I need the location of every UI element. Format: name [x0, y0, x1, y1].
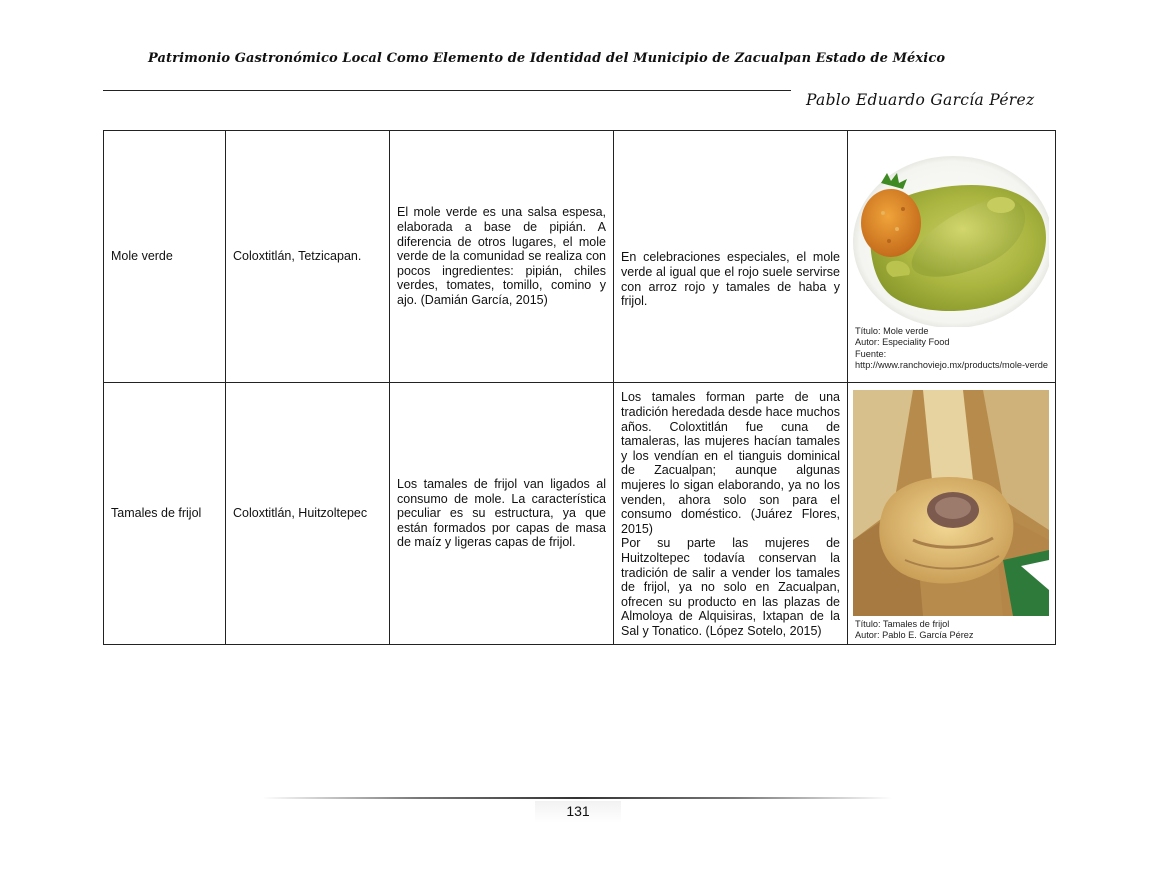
- footer-rule: [262, 797, 892, 799]
- header-rule: [103, 90, 791, 91]
- photo-caption: [855, 619, 973, 642]
- dish-context-paragraph: Los tamales forman parte de una tradición heredada desde hace muchos años. Coloxtitlán fue cuna de tamaleras, las mujeres hacían tamales y los vendían en el tianguis dominical de Zacualpan; aunque algunas mujeres lo sigan elaborando, ya no los venden, ahora solo son para el consumo doméstico. (Juárez Flores, 2015): [621, 390, 840, 536]
- dish-description: Los tamales de frijol van ligados al consumo de mole. La característica peculiar es su estructura, ya que están formados por capas de masa de maíz y ligeras capas de frijol.: [390, 383, 614, 645]
- caption-author: Autor: Pablo E. García Pérez: [855, 630, 974, 641]
- caption-source-url: http://www.ranchoviejo.mx/products/mole-verde: [855, 360, 1049, 371]
- caption-source-label: Fuente:: [855, 348, 887, 359]
- photo-caption: [855, 326, 1048, 372]
- running-header-author: Pablo Eduardo García Pérez: [806, 91, 1035, 109]
- caption-title: Título: Tamales de frijol: [855, 619, 950, 629]
- dish-context-paragraph: Por su parte las mujeres de Huitzoltepec todavía conservan la tradición de salir a vender los tamales de frijol, ya no solo en Zacualpan, ofrecen su producto en las plazas de Almoloya de Alquisiras, Ixtapan de la Sal y Tonatico. (López Sotelo, 2015): [621, 536, 840, 638]
- dish-table: [103, 130, 1056, 645]
- dish-context: En celebraciones especiales, el mole verde al igual que el rojo suele servirse con arroz rojo y tamales de haba y frijol.: [614, 131, 848, 383]
- table-row: [104, 131, 1056, 383]
- dish-photo-cell: [848, 131, 1056, 383]
- dish-name: Tamales de frijol: [104, 383, 226, 645]
- mole-verde-photo: [853, 137, 1049, 327]
- tamales-photo: [853, 390, 1049, 616]
- caption-author: Autor: Especiality Food: [855, 337, 950, 348]
- dish-location: Coloxtitlán, Tetzicapan.: [226, 131, 390, 383]
- dish-context: [614, 383, 848, 645]
- dish-photo-cell: [848, 383, 1056, 645]
- dish-location: Coloxtitlán, Huitzoltepec: [226, 383, 390, 645]
- table-row: [104, 383, 1056, 645]
- caption-title: Título: Mole verde: [855, 326, 929, 336]
- dish-description: El mole verde es una salsa espesa, elaborada a base de pipián. A diferencia de otros lugares, el mole verde de la comunidad se realiza con pocos ingredientes: pipián, chiles verdes, tomates, tomillo, comino y ajo. (Damián García, 2015): [390, 131, 614, 383]
- running-header-title: Patrimonio Gastronómico Local Como Elemento de Identidad del Municipio de Zacualpan Estado de México: [148, 51, 946, 66]
- dish-name: Mole verde: [104, 131, 226, 383]
- page-number: 131: [566, 803, 590, 819]
